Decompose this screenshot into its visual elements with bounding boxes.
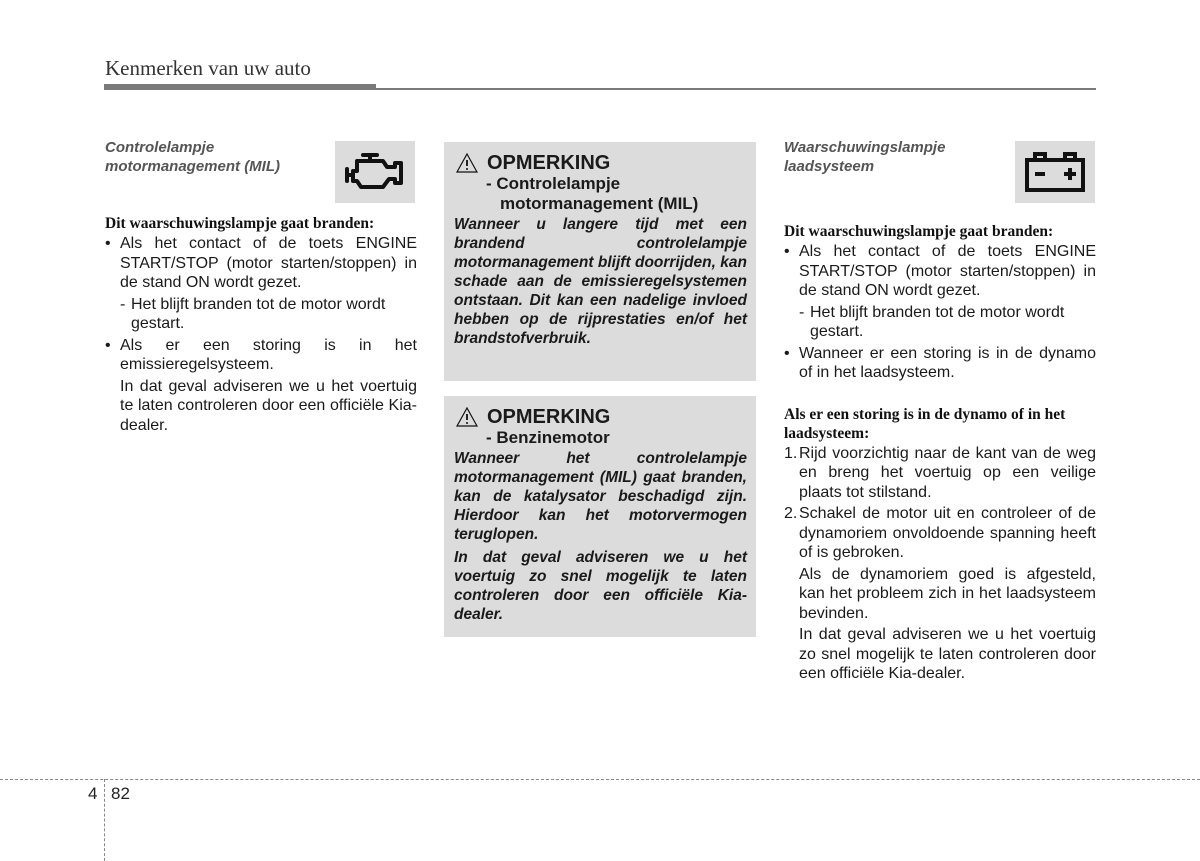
note-body: Wanneer u langere tijd met een brandend controlelampje motormanagement blijft doorrijden, kan schade aan de emissieregelsystemen ontstaan. Dit kan een nadelige invloed hebben op de rijprestaties en/of het brandstofverbruik. (454, 216, 747, 347)
section-heading-charging: Waarschuwingslampje laadsysteem (784, 139, 946, 175)
bullet-emission-fault: • Als er een storing is in het emissieregelsysteem. (105, 336, 417, 375)
header-rule-thick (104, 84, 376, 90)
step-text: Rijd voorzichtig naar de kant van de weg en breng het voertuig op een veilige plaats tot stilstand. (799, 444, 1096, 501)
bullet-contact-on: • Als het contact of de toets ENGINE START/STOP (motor starten/stoppen) in de stand ON wordt gezet. (105, 234, 417, 293)
subheading-lamp-on: Dit waarschuwingslampje gaat branden: (784, 223, 1054, 240)
note-subtitle: - Benzinemotor (486, 428, 610, 447)
step-number: 1. (784, 444, 798, 462)
step-2 (784, 504, 1096, 563)
warning-triangle-icon (456, 407, 478, 427)
note-title: OPMERKING (487, 152, 611, 174)
note-subtitle: - Controlelampje (486, 174, 621, 193)
subheading-dynamo-fault: Als er een storing is in de dynamo of in het laadsysteem: (784, 405, 1066, 442)
note-subtitle-cont: motormanagement (MIL) (500, 194, 699, 213)
advice-paragraph: In dat geval adviseren we u het voertuig te laten controleren door een officiële Kia-dealer. (120, 377, 417, 434)
page-header-title: Kenmerken van uw auto (105, 56, 311, 80)
battery-icon (1015, 141, 1095, 203)
note-title: OPMERKING (487, 406, 611, 428)
section-heading-mil: Controlelampje motormanagement (MIL) (105, 139, 281, 175)
dash-remains-lit: - Het blijft branden tot de motor wordt gestart. (784, 303, 1096, 342)
warning-triangle-icon (456, 153, 478, 173)
step-2-advice: In dat geval adviseren we u het voertuig zo snel mogelijk te laten controleren door een officiële Kia-dealer. (799, 626, 1096, 682)
step-number: 2. (784, 505, 798, 522)
chapter-number: 4 (88, 784, 98, 803)
engine-check-icon (335, 141, 415, 203)
note-box-petrol (444, 396, 756, 637)
column-charging (784, 138, 1096, 684)
step-1 (784, 444, 1096, 503)
note-body-advice: In dat geval adviseren we u het voertuig zo snel mogelijk te laten controleren door een officiële Kia-dealer. (454, 549, 747, 623)
subheading-lamp-on: Dit waarschuwingslampje gaat branden: (105, 215, 375, 232)
note-body: Wanneer het controlelampje motormanagement (MIL) gaat branden, kan de katalysator beschadigd zijn. Hierdoor kan het motorvermogen teruglopen. (454, 450, 747, 543)
note-box-mil (444, 142, 756, 381)
footer-divider (0, 779, 1200, 780)
step-text: Schakel de motor uit en controleer of de dynamoriem onvoldoende spanning heeft of is gebroken. (799, 505, 1096, 561)
dash-remains-lit: - Het blijft branden tot de motor wordt gestart. (105, 295, 417, 334)
bullet-dynamo-fault: • Wanneer er een storing is in de dynamo of in het laadsysteem. (784, 344, 1096, 383)
page-number: 82 (111, 784, 130, 803)
footer-vertical-divider (104, 779, 105, 861)
header-rule-thin (376, 88, 1096, 90)
bullet-contact-on: • Als het contact of de toets ENGINE START/STOP (motor starten/stoppen) in de stand ON wordt gezet. (784, 242, 1096, 301)
column-mil (105, 138, 417, 435)
step-2-paragraph: Als de dynamoriem goed is afgesteld, kan het probleem zich in het laadsysteem bevinden. (799, 565, 1096, 622)
